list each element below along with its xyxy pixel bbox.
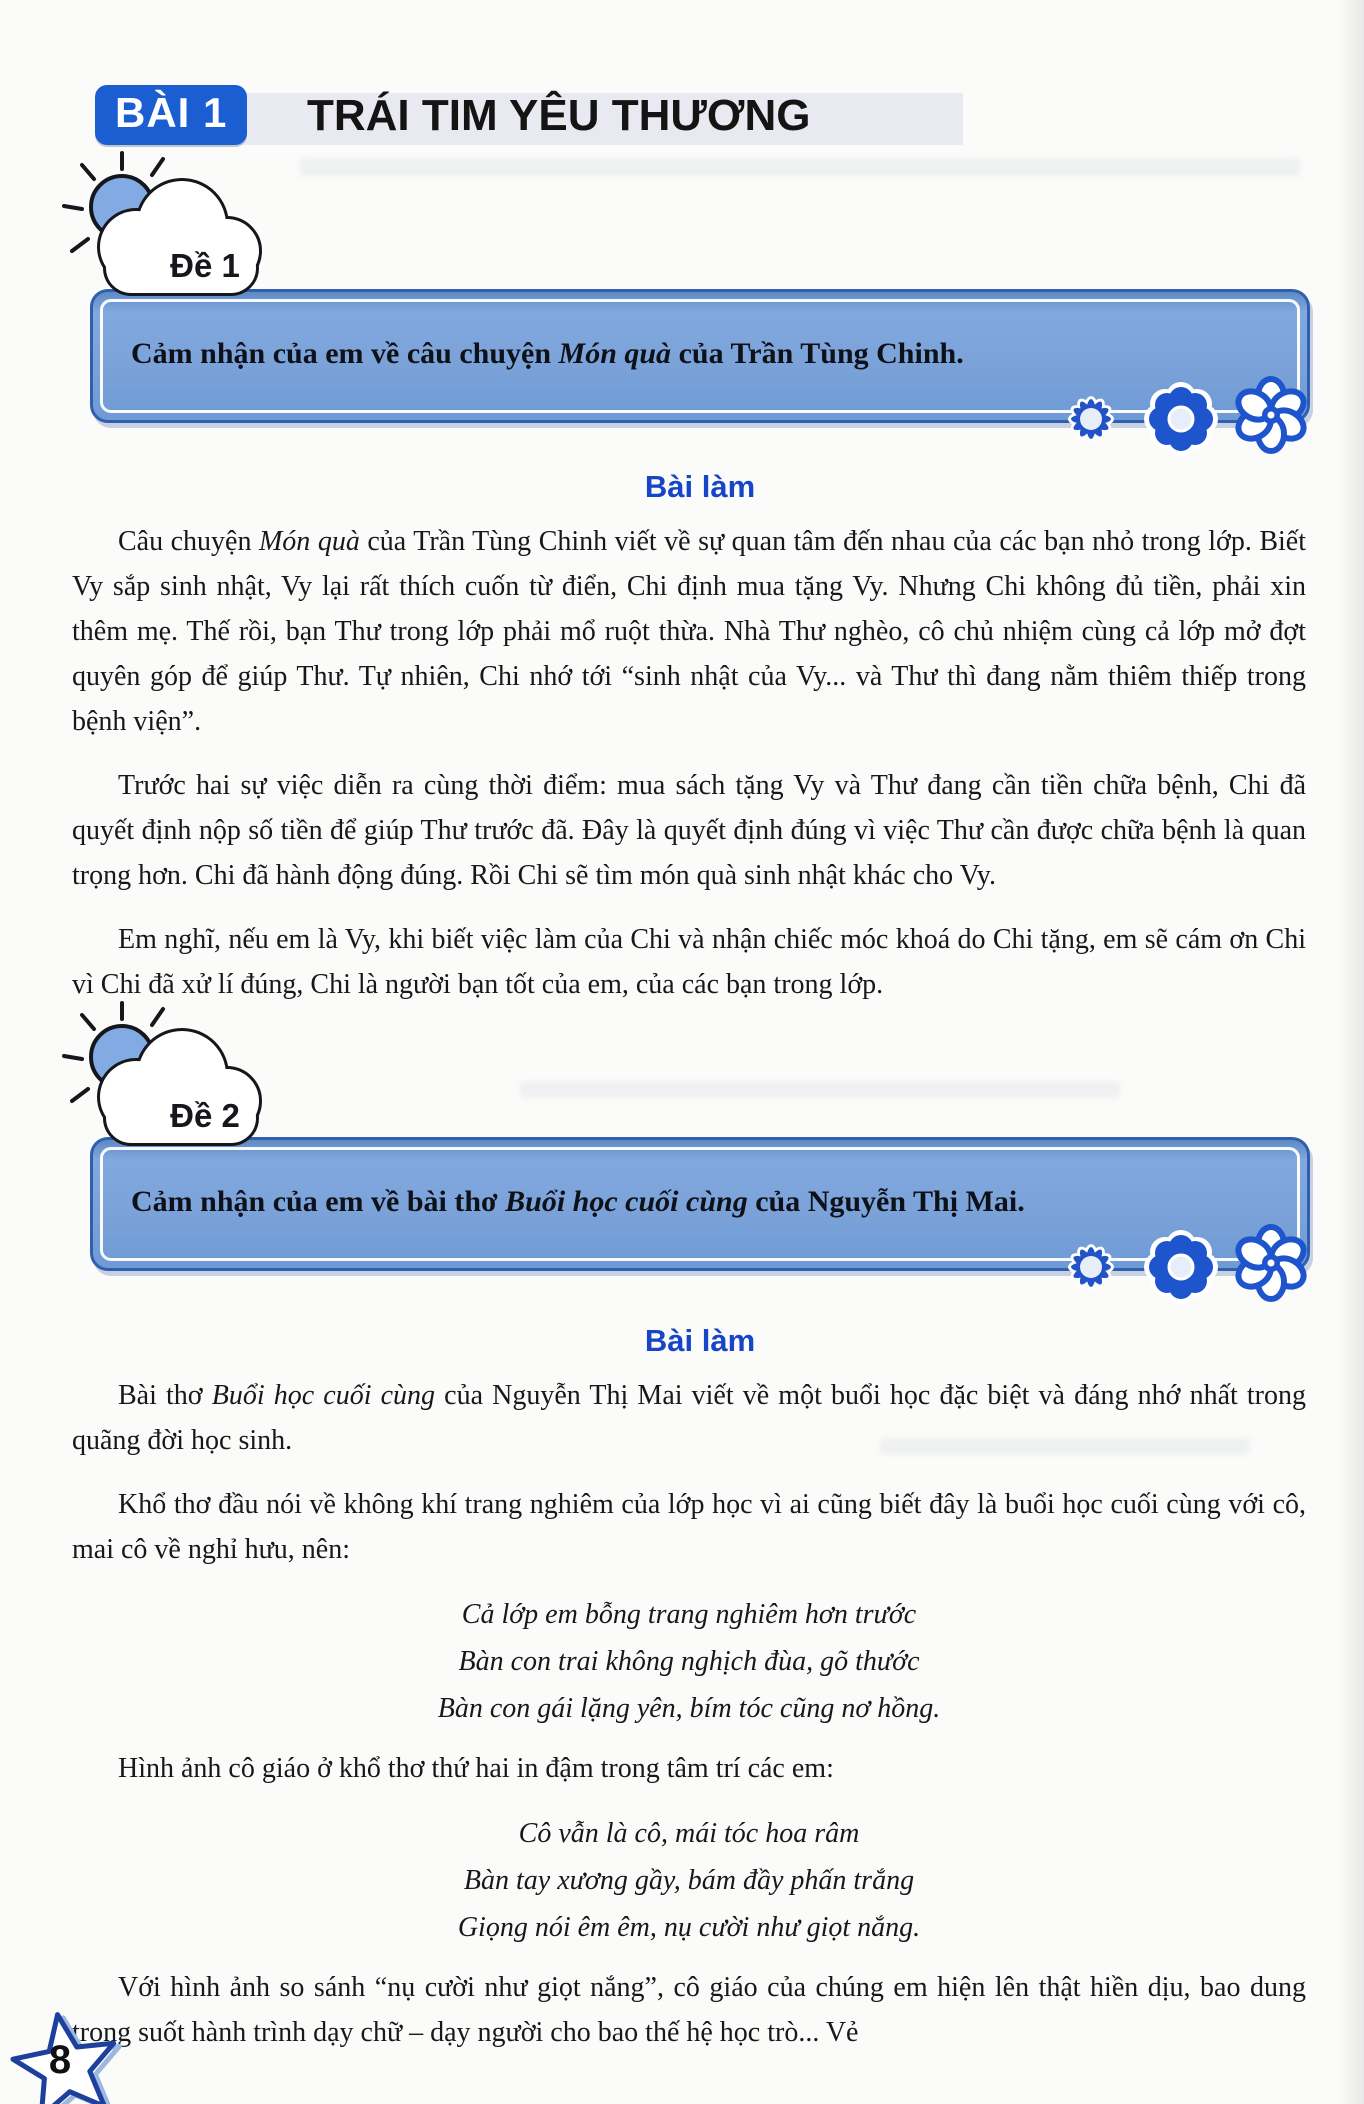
flower-decoration — [1046, 371, 1318, 467]
poem-line: Cả lớp em bỗng trang nghiêm hơn trước — [461, 1599, 917, 1630]
page-number-star — [6, 2006, 130, 2104]
aster-flower-icon — [1067, 1243, 1116, 1292]
poem-line: Cô vẫn là cô, mái tóc hoa râm — [518, 1818, 860, 1849]
de2-block — [90, 1029, 1310, 1271]
aster-flower-icon — [1067, 395, 1116, 444]
paragraph: Em nghĩ, nếu em là Vy, khi biết việc làm của Chi và nhận chiếc móc khoá do Chi tặng, em sẽ cám ơn Chi vì Chi đã xử lí đúng, Chi là người bạn tốt của em, của các bạn trong lớp. — [72, 924, 1306, 1000]
flower-decoration — [1046, 1219, 1318, 1315]
poem-line: Bàn tay xương gầy, bám đầy phấn trắng — [463, 1865, 915, 1896]
bailam-heading-1: Bài làm — [644, 469, 756, 504]
paragraph: Khổ thơ đầu nói về không khí trang nghiêm của lớp học vì ai cũng biết đây là buổi học cuối cùng với cô, mai cô về nghỉ hưu, nên: — [72, 1489, 1306, 1565]
poem-stanza-2 — [72, 1810, 1306, 1951]
lesson-header — [95, 85, 1309, 151]
round-petal-flower-icon — [1144, 1230, 1218, 1304]
page-edge-shadow — [1338, 0, 1364, 2104]
round-petal-flower-icon — [1144, 382, 1218, 456]
poem-stanza-1 — [72, 1591, 1306, 1732]
poem-line: Giọng nói êm êm, nụ cười như giọt nắng. — [457, 1912, 921, 1943]
lesson-title: TRÁI TIM YÊU THƯƠNG — [307, 91, 811, 140]
sun-cloud-icon — [60, 151, 296, 317]
white-flower-icon — [1233, 379, 1308, 451]
paragraph: Trước hai sự việc diễn ra cùng thời điểm: mua sách tặng Vy và Thư đang cần tiền chữa bệnh, Chi đã quyết định nộp số tiền để giúp Thư trước đã. Đây là quyết định đúng vì việc Thư cần được chữa bệnh là quan trọng hơn. Chi đã hành động đúng. Rồi Chi sẽ tìm món quà sinh nhật khác cho Vy. — [72, 770, 1306, 891]
poem-line: Bàn con trai không nghịch đùa, gõ thước — [458, 1646, 920, 1677]
de1-block — [90, 151, 1310, 423]
paragraph: Hình ảnh cô giáo ở khổ thơ thứ hai in đậm trong tâm trí các em: — [118, 1753, 834, 1784]
de2-prompt: Cảm nhận của em về bài thơ Buổi học cuối cùng của Nguyễn Thị Mai. — [131, 1185, 1025, 1218]
de1-label: Đề 1 — [170, 247, 240, 284]
de2-essay — [72, 1373, 1306, 2055]
bailam-heading-2: Bài làm — [644, 1323, 756, 1358]
poem-line: Bàn con gái lặng yên, bím tóc cũng nơ hồng. — [437, 1693, 941, 1724]
paragraph: Câu chuyện Món quà của Trần Tùng Chinh viết về sự quan tâm đến nhau của các bạn nhỏ trong lớp. Biết Vy sắp sinh nhật, Vy lại rất thích cuốn từ điển, Chi định mua tặng Vy. Nhưng Chi không đủ tiền, phải xin thêm mẹ. Thế rồi, bạn Thư trong lớp phải mổ ruột thừa. Nhà Thư nghèo, cô chủ nhiệm cùng cả lớp mở đợt quyên góp để giúp Thư. Tự nhiên, Chi nhớ tới “sinh nhật của Vy... và Thư thì đang nằm thiêm thiếp trong bệnh viện”. — [72, 526, 1306, 737]
sun-cloud-icon — [60, 1001, 296, 1167]
paragraph: Với hình ảnh so sánh “nụ cười như giọt nắng”, cô giáo của chúng em hiện lên thật hiền dịu, bao dung trong suốt hành trình dạy chữ – dạy người cho bao thế hệ học trò... Vẻ — [72, 1972, 1306, 2048]
lesson-number-badge: BÀI 1 — [95, 85, 247, 145]
de1-prompt: Cảm nhận của em về câu chuyện Món quà của Trần Tùng Chinh. — [131, 337, 964, 370]
white-flower-icon — [1233, 1227, 1308, 1299]
de2-label: Đề 2 — [170, 1097, 240, 1134]
de1-essay — [72, 519, 1306, 1007]
paragraph: Bài thơ Buổi học cuối cùng của Nguyễn Thị Mai viết về một buổi học đặc biệt và đáng nhớ nhất trong quãng đời học sinh. — [72, 1380, 1307, 1456]
page-number: 8 — [48, 2038, 72, 2082]
